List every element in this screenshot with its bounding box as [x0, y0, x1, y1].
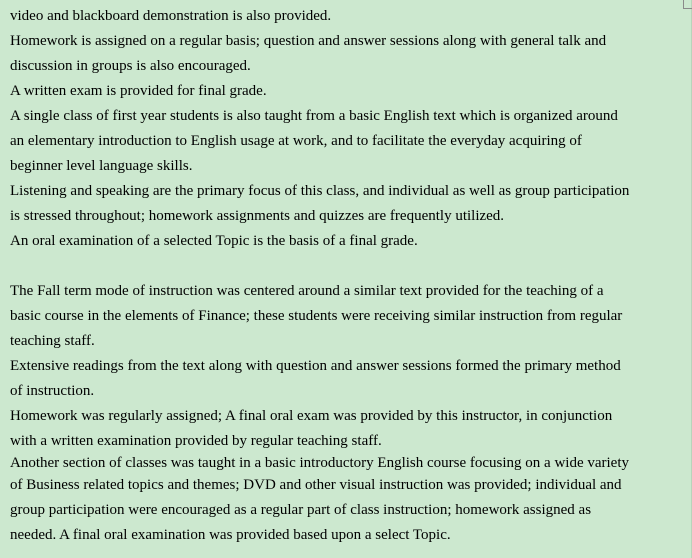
- blank-line: [10, 254, 682, 279]
- text-line: discussion in groups is also encouraged.: [10, 58, 251, 74]
- text-line: Homework is assigned on a regular basis; question and answer sessions along with general talk and: [10, 33, 607, 49]
- text-line: Extensive readings from the text along with question and answer sessions formed the primary method: [10, 358, 621, 374]
- text-line: needed. A final oral examination was provided based upon a select Topic.: [10, 527, 451, 543]
- text-line: basic course in the elements of Finance; these students were receiving similar instruction from regular: [10, 308, 623, 324]
- text-line: Another section of classes was taught in a basic introductory English course focusing on a wide variety: [10, 455, 630, 471]
- text-line: of instruction.: [10, 383, 95, 399]
- text-line: is stressed throughout; homework assignments and quizzes are frequently utilized.: [10, 208, 505, 224]
- text-line: The Fall term mode of instruction was centered around a similar text provided for the teaching of a: [10, 283, 604, 299]
- text-line: an elementary introduction to English usage at work, and to facilitate the everyday acquiring of: [10, 133, 582, 149]
- text-line: of Business related topics and themes; DVD and other visual instruction was provided; individual and: [10, 477, 622, 493]
- text-line: Homework was regularly assigned; A final oral exam was provided by this instructor, in conjunction: [10, 408, 613, 424]
- text-line: Listening and speaking are the primary focus of this class, and individual as well as group participation: [10, 183, 630, 199]
- document-body: [10, 4, 682, 548]
- text-line: video and blackboard demonstration is also provided.: [10, 8, 332, 24]
- text-line: with a written examination provided by regular teaching staff.: [10, 433, 382, 449]
- page-corner-mark: [683, 0, 692, 9]
- text-line: An oral examination of a selected Topic is the basis of a final grade.: [10, 233, 418, 249]
- text-line: A single class of first year students is also taught from a basic English text which is organized around: [10, 108, 618, 124]
- text-line: A written exam is provided for final grade.: [10, 83, 267, 99]
- text-line: beginner level language skills.: [10, 158, 193, 174]
- text-line: teaching staff.: [10, 333, 95, 349]
- text-line: group participation were encouraged as a regular part of class instruction; homework assigned as: [10, 502, 592, 518]
